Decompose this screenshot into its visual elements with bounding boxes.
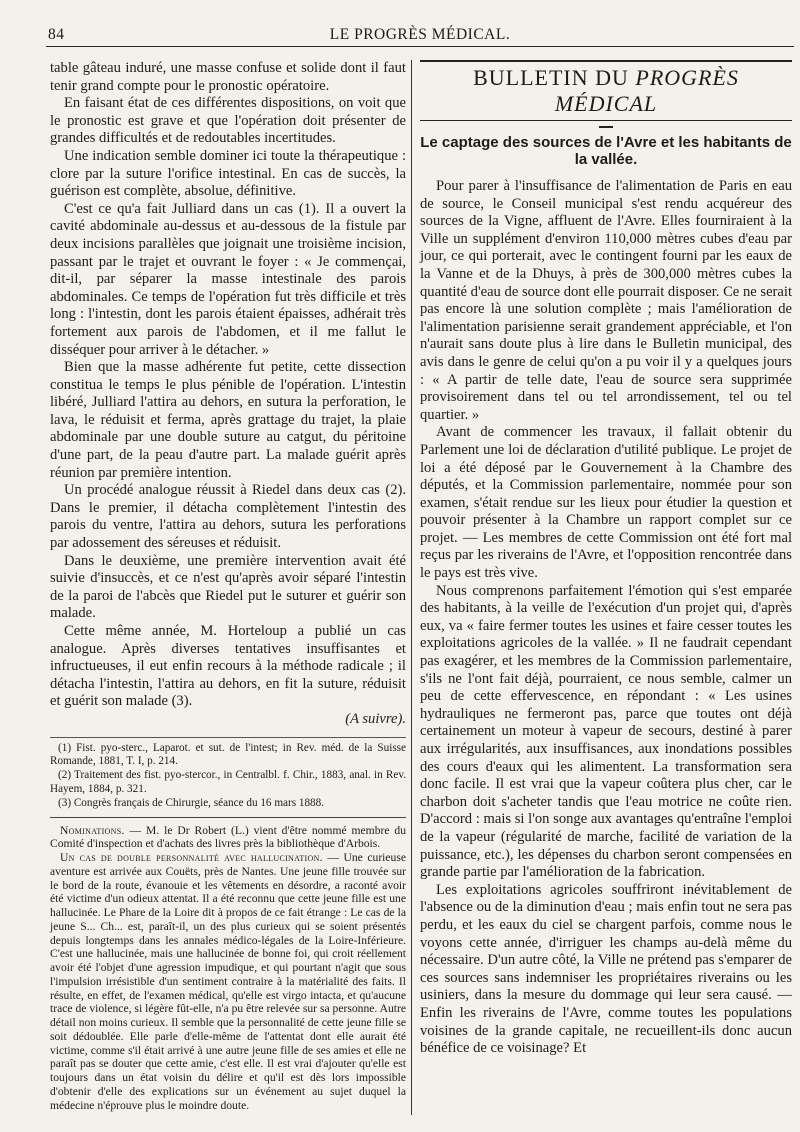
paragraph: Dans le deuxième, une première intervention avait été suivie d'insuccès, et ce n'est qu'après avoir séparé l'intestin de la paroi de l'abcès que Riedel put le suturer et guérir son malade.	[50, 552, 406, 622]
paragraph: Cette même année, M. Horteloup a publié un cas analogue. Après diverses tentatives insuffisantes et infructueuses, il eut enfin recours à la méthode radicale ; il détacha l'intestin, l'attira au dehors, en fit la suture, réduisit et guérit son malade (3).	[50, 623, 406, 710]
title-dash	[599, 126, 613, 128]
footnote: (2) Traitement des fist. pyo-stercor., in Centralbl. f. Chir., 1883, anal. in Rev. Hayem, 1884, p. 321.	[50, 769, 406, 795]
paragraph: C'est ce qu'a fait Julliard dans un cas (1). Il a ouvert la cavité abdominale au-dessus et au-dessous de la fistule par deux incisions parallèles que joignait une troisième incision, passant par le trajet et ouvrant le foyer : « Je commençai, dit-il, par séparer la masse intestinale des parois abdominales. Ce temps de l'opération fut très difficile et très long : l'intestin, dont les parois étaient épaisses, adhérait très fortement aux parois de l'abdomen, et il me fallut le disséquer pour arriver à le détacher. »	[50, 200, 406, 358]
footnote: (3) Congrès français de Chirurgie, séance du 16 mars 1888.	[58, 796, 325, 809]
news-items	[50, 824, 406, 1113]
article-title: Le captage des sources de l'Avre et les habitants de la vallée.	[420, 134, 792, 168]
right-column	[420, 60, 792, 1058]
paragraph: Une indication semble dominer ici toute la thérapeutique : clore par la suture l'orifice intestinal. En cas de succès, la guérison est complète, absolue, définitive.	[50, 147, 406, 200]
nominations-heading: Nominations.	[60, 823, 125, 837]
bulletin-article	[420, 178, 792, 1058]
section-separator	[50, 817, 406, 818]
bulletin-heading	[420, 60, 792, 121]
case-text: — Une curieuse aventure est arrivée aux Couëts, près de Nantes. Une jeune fille trouvée sur le bord de la route, évanouie et les vêtements en désordre, a raconté avoir été victime d'un odieux attentat. Il a été reconnu que cette jeune fille est une hallucinée. Le Phare de la Loire dit à propos de ce fait étrange : Le cas de la jeune S... Ch... est, paraît-il, un des plus curieux qui se soient présentés depuis longtemps dans les annales médico-légales de la Loire-Inférieure. C'est une hallucinée, mais une hallucinée de bonne foi, qui croit réellement avoir été l'objet d'une agression impudique, et qui pourtant n'agit que sous l'impulsion irrésistible d'un sentiment contraire à la matérialité des faits. Il résulte, en effet, de l'examen médical, qu'elle est virgo intacta, et qu'aucune trace de violence, si légère fût-elle, n'a pu être relevée sur sa personne. Autre détail non moins curieux. Il semble que la personnalité de cette jeune fille se soit dédoublée. Elle parle d'elle-même de l'attentat dont elle aurait été victime, comme s'il était arrivé à une autre jeune fille de ses amies et elle ne paraît pas se douter que cette amie, c'est elle. Il est vrai d'ajouter qu'elle est toujours dans un état voisin du délire et qu'il est dès lors impossible d'obtenir d'elle des explications sur un événement au sujet duquel la médecine n'éprouve plus le moindre doute.	[50, 851, 406, 1112]
case-item	[50, 851, 406, 1112]
page-number: 84	[48, 26, 65, 43]
bulletin-prefix: BULLETIN DU	[473, 65, 636, 90]
footnote: (1) Fist. pyo-sterc., Laparot. et sut. de l'intest; in Rev. méd. de la Suisse Romande, 1881, T. I, p. 214.	[50, 741, 406, 768]
bulletin-name: PROGRÈS MÉDICAL	[554, 65, 739, 116]
paragraph: Nous comprenons parfaitement l'émotion qui s'est emparée des habitants, à la veille de l'exécution d'un projet qui, d'après eux, va « faire fermer toutes les usines et faire cesser toutes les exploitations agricoles de la vallée. » Il ne faudrait cependant pas exagérer, et les membres de la Commission parlementaire, s'ils ne l'ont fait déjà, pourraient, ce nous semble, calmer un peu de cette effervescence, en répondant : « Les usines hydrauliques ne fermeront pas, parce que toutes ont déjà certainement un moteur à vapeur de secours, destiné à parer aux irrégularités, aux insuffisances, aux inondations possibles des cours d'eaux qui les alimentent. La transformation sera donc facile. Il est vrai que la vapeur coûtera plus cher, car le charbon doit s'acheter tandis que l'eau motrice ne coûte rien. D'accord : mais si l'on songe aux avantages qu'entraîne l'emploi de la vapeur (régularité de marche, facilité de variation de la puissance, etc.), les dépenses du charbon seront compensées en grande partie par l'amélioration de la fabrication.	[420, 582, 792, 881]
journal-title: LE PROGRÈS MÉDICAL.	[329, 26, 511, 43]
to-be-continued: (A suivre).	[345, 710, 406, 727]
page-header	[46, 24, 794, 47]
paragraph: En faisant état de ces différentes dispositions, on voit que le pronostic est grave et que l'opération doit présenter de grandes difficultés et de redoutables incertitudes.	[50, 95, 406, 147]
article-continuation	[50, 60, 406, 729]
paragraph: Un procédé analogue réussit à Riedel dans deux cas (2). Dans le premier, il détacha complètement l'intestin des parois du ventre, l'attira au dehors, sutura les perforations par adossement des séreuses et réduisit.	[50, 482, 406, 552]
paragraph: Les exploitations agricoles souffriront inévitablement de l'absence ou de la diminution d'eau ; mais enfin tout ne sera pas perdu, et les eaux du ciel se chargent parfois, comme nous le voyons cette année, d'irriguer les champs au-delà même du nécessaire. D'un autre côté, la Ville ne prétend pas s'emparer de ces sources sans indemniser les propriétaires riverains ou les usiniers, dans la mesure du dommage qui leur sera causé. — Enfin les riverains de l'Avre, comme toutes les populations voisines de la grande capitale, ne recueillent-ils donc aucun bénéfice de ce voisinage? Et	[420, 881, 792, 1057]
left-column	[50, 60, 406, 1112]
nominations-item	[50, 824, 406, 852]
paragraph: Bien que la masse adhérente fut petite, cette dissection constitua le temps le plus pénible de l'opération. L'intestin libéré, Julliard l'attira au dehors, en sutura la perforation, le lava, le réduisit et ferma, après grattage du trajet, la plaie abdominale par une double suture au catgut, du péritoine d'une part, de la peau d'autre part. La malade guérit après réunion par première intention.	[50, 359, 406, 481]
nominations-text: — M. le Dr Robert (L.) vient d'être nommé membre du Comité d'inspection et d'achats des livres près la bibliothèque d'Arbois.	[50, 823, 406, 851]
case-heading: Un cas de double personnalité avec hallucination.	[60, 851, 323, 865]
paragraph: Pour parer à l'insuffisance de l'alimentation de Paris en eau de source, le Conseil municipal s'est rendu acquéreur des sources de la Vigne, affluent de l'Avre. Elles fourniraient à la Ville un supplément d'environ 110,000 mètres cubes d'eau par jour, ce qui porterait, avec le contingent fourni par les eaux de la Vanne et de la Dhuys, à près de 300,000 mètres cubes la quantité d'eau de source dont elle pourrait disposer. Ce ne serait pas encore là une solution complète ; mais l'amélioration de l'alimentation parisienne serait grandement appréciable, et l'on n'aurait sans doute plus à lire dans le Bulletin municipal, des avis dans le genre de celui qu'on a pu voir il y a quelques jours : « A partir de telle date, l'eau de source sera supprimée provisoirement dans tel ou tel arrondissement, tel ou tel quartier. »	[420, 178, 792, 423]
paragraph: table gâteau induré, une masse confuse et solide dont il faut tenir grand compte pour le pronostic opératoire.	[50, 60, 406, 94]
footnotes	[50, 737, 406, 811]
column-divider	[411, 60, 412, 1115]
paragraph: Avant de commencer les travaux, il fallait obtenir du Parlement une loi de déclaration d'utilité publique. Le projet de loi a été déposé par le Gouvernement à la Chambre des députés, et la Commission parlementaire, nommée pour son examen, s'était rendue sur les lieux pour étudier la question et pouvoir présenter à la Chambre un rapport complet sur ce projet. — Les membres de cette Commission ont été fort mal reçus par les riverains de l'Avre, et l'opposition rencontrée dans le pays est très vive.	[420, 424, 792, 582]
